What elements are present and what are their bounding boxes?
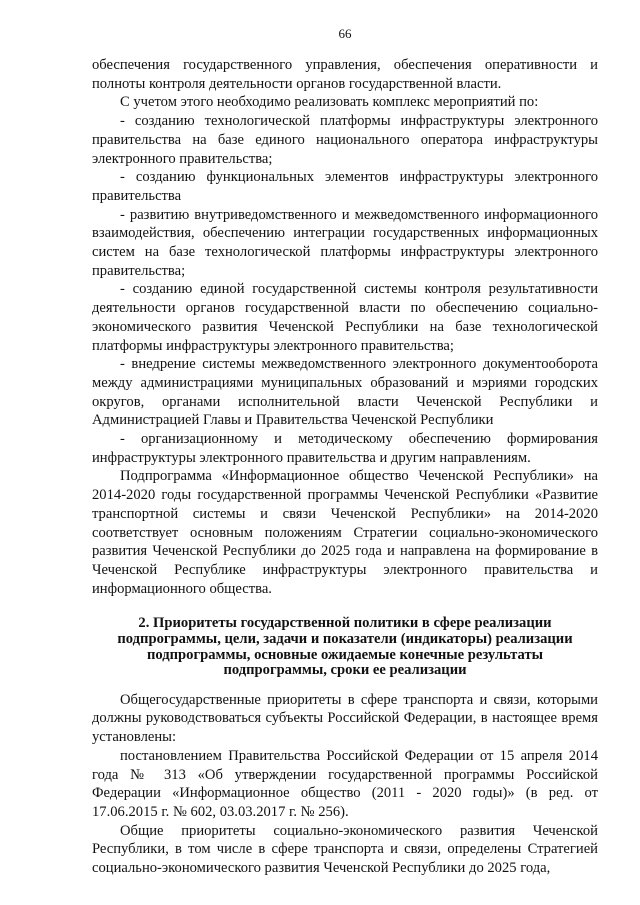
paragraph-continuation: обеспечения государственного управления, обеспечения оперативности и полноты контроля деятельности органов государственной власти. [92, 57, 598, 92]
list-item: - организационному и методическому обеспечению формирования инфраструктуры электронного правительства и другим направлениям. [92, 431, 598, 466]
paragraph-intro: С учетом этого необходимо реализовать комплекс мероприятий по: [120, 94, 539, 111]
section-heading-line: подпрограммы, цели, задачи и показатели (индикаторы) реализации [117, 630, 573, 647]
list-item: - созданию функциональных элементов инфраструктуры электронного правительства [92, 169, 598, 204]
paragraph-subprogram: Подпрограмма «Информационное общество Чеченской Республики» на 2014-2020 годы государственной программы Чеченской Республики «Развитие транспортной системы и связи Чеченской Республики» на 2014-2020 соответствует основным положениям Стратегии социально-экономического развития Чеченской Республики до 2025 года и направлена на формирование в Чеченской Республике инфраструктуры электронного правительства и информационного общества. [92, 468, 598, 597]
page-number: 66 [338, 26, 352, 41]
list-item: - созданию технологической платформы инфраструктуры электронного правительства на базе единого национального оператора инфраструктуры электронного правительства; [92, 113, 598, 167]
paragraph-resolution: постановлением Правительства Российской Федерации от 15 апреля 2014 года № 313 «Об утверждении государственной программы Российской Федерации «Информационное общество (2011 - 2020 годы)» (в ред. от 17.06.2015 г. № 602, 03.03.2017 г. № 256). [92, 747, 598, 820]
section-heading [92, 616, 598, 678]
section-heading-line: подпрограммы, сроки ее реализации [223, 662, 467, 679]
list-item: - внедрение системы межведомственного электронного документооборота между администрациями муниципальных образований и мэриями городских округов, органами исполнительной власти Чеченской Республики и Администрацией Главы и Правительства Чеченской Республики [92, 356, 598, 429]
section-heading-line: подпрограммы, основные ожидаемые конечные результаты [146, 646, 544, 663]
paragraph-strategy: Общие приоритеты социально-экономического развития Чеченской Республики, в том числе в сфере транспорта и связи, определены Стратегией социально-экономического развития Чеченской Республики до 2025 года, [92, 822, 598, 877]
paragraph-priorities: Общегосударственные приоритеты в сфере транспорта и связи, которыми должны руководствоваться субъекты Российской Федерации, в настоящее время установлены: [92, 691, 598, 746]
list-item: - развитию внутриведомственного и межведомственного информационного взаимодействия, обеспечению интеграции государственных информационных систем на базе технологической платформы инфраструктуры электронного правительства; [92, 206, 598, 279]
document-page [92, 26, 598, 878]
list-item: - созданию единой государственной системы контроля результативности деятельности органов государственной власти по обеспечению социально-экономического развития Чеченской Республики на базе технологической платформы инфраструктуры электронного правительства; [92, 281, 598, 354]
section-heading-line: 2. Приоритеты государственной политики в сфере реализации [138, 615, 552, 632]
